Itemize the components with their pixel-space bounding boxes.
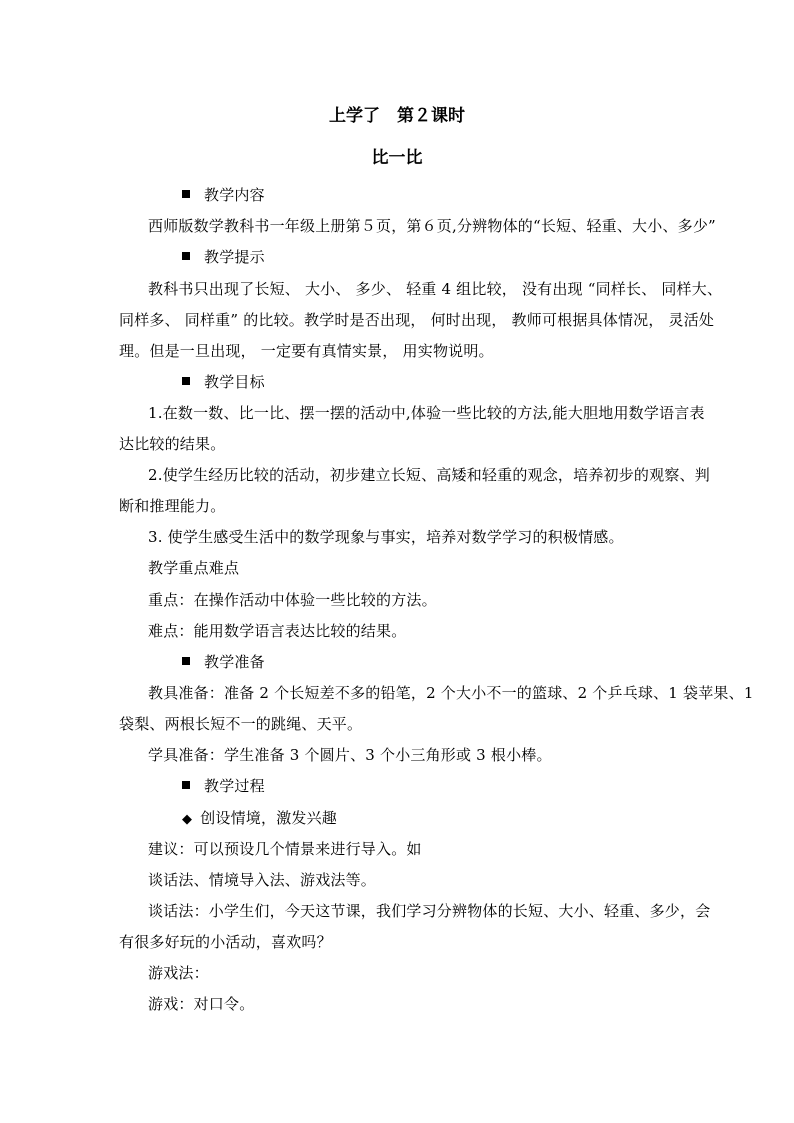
content-heading: 教学内容: [182, 184, 265, 206]
goal-line: 断和推理能力。: [119, 497, 226, 515]
hint-line: 教科书只出现了长短、 大小、 多少、 轻重 4 组比较， 没有出现 “同样长、 同样大、: [148, 280, 723, 298]
lesson-title: 上学了 第２课时: [329, 106, 465, 126]
goal-line: 达比较的结果。: [119, 435, 226, 453]
prep-line: 袋梨、两根长短不一的跳绳、天平。: [119, 715, 363, 733]
content-text: 西师版数学教科书一年级上册第５页，第６页,分辨物体的“长短、轻重、大小、多少”: [148, 217, 716, 235]
key-point: 重点：在操作活动中体验一些比较的方法。: [148, 591, 437, 609]
process-line: 有很多好玩的小活动，喜欢吗？: [119, 933, 332, 951]
goal-line: 1.在数一数、比一比、摆一摆的活动中,体验一些比较的方法,能大胆地用数学语言表: [148, 404, 705, 422]
difficult-point: 难点：能用数学语言表达比较的结果。: [148, 622, 407, 640]
prep-heading: 教学准备: [182, 651, 265, 673]
prep-line: 学具准备：学生准备 3 个圆片、3 个小三角形或 3 根小棒。: [148, 746, 552, 764]
goal-heading: 教学目标: [182, 371, 265, 393]
prep-line: 教具准备：准备 2 个长短差不多的铅笔，2 个大小不一的篮球、2 个乒乓球、1 袋苹果、1: [148, 684, 754, 702]
hint-heading: 教学提示: [182, 246, 265, 268]
square-bullet-icon: [182, 377, 190, 385]
square-bullet-icon: [182, 190, 190, 198]
process-line: 游戏：对口令。: [148, 995, 255, 1013]
goal-line: 3. 使学生感受生活中的数学现象与事实，培养对数学学习的积极情感。: [148, 528, 624, 546]
square-bullet-icon: [182, 657, 190, 665]
lesson-subtitle: 比一比: [371, 148, 423, 168]
process-heading: 教学过程: [182, 775, 265, 797]
square-bullet-icon: [182, 252, 190, 260]
square-bullet-icon: [182, 781, 190, 789]
process-line: 谈话法、情境导入法、游戏法等。: [148, 871, 377, 889]
hint-line: 理。但是一旦出现， 一定要有真情实景， 用实物说明。: [119, 342, 494, 360]
goal-line: 2.使学生经历比较的活动，初步建立长短、高矮和轻重的观念，培养初步的观察、判: [148, 466, 710, 484]
process-line: 游戏法：: [148, 964, 209, 982]
hint-line: 同样多、 同样重” 的比较。教学时是否出现， 何时出现， 教师可根据具体情况， 灵活处: [119, 311, 715, 329]
key-heading: 教学重点难点: [148, 559, 240, 577]
process-subheading: ◆ 创设情境，激发兴趣: [182, 807, 337, 831]
diamond-bullet-icon: ◆: [182, 812, 193, 827]
process-line: 建议：可以预设几个情景来进行导入。如: [148, 840, 422, 858]
process-line: 谈话法：小学生们，今天这节课，我们学习分辨物体的长短、大小、轻重、多少，会: [148, 902, 711, 920]
